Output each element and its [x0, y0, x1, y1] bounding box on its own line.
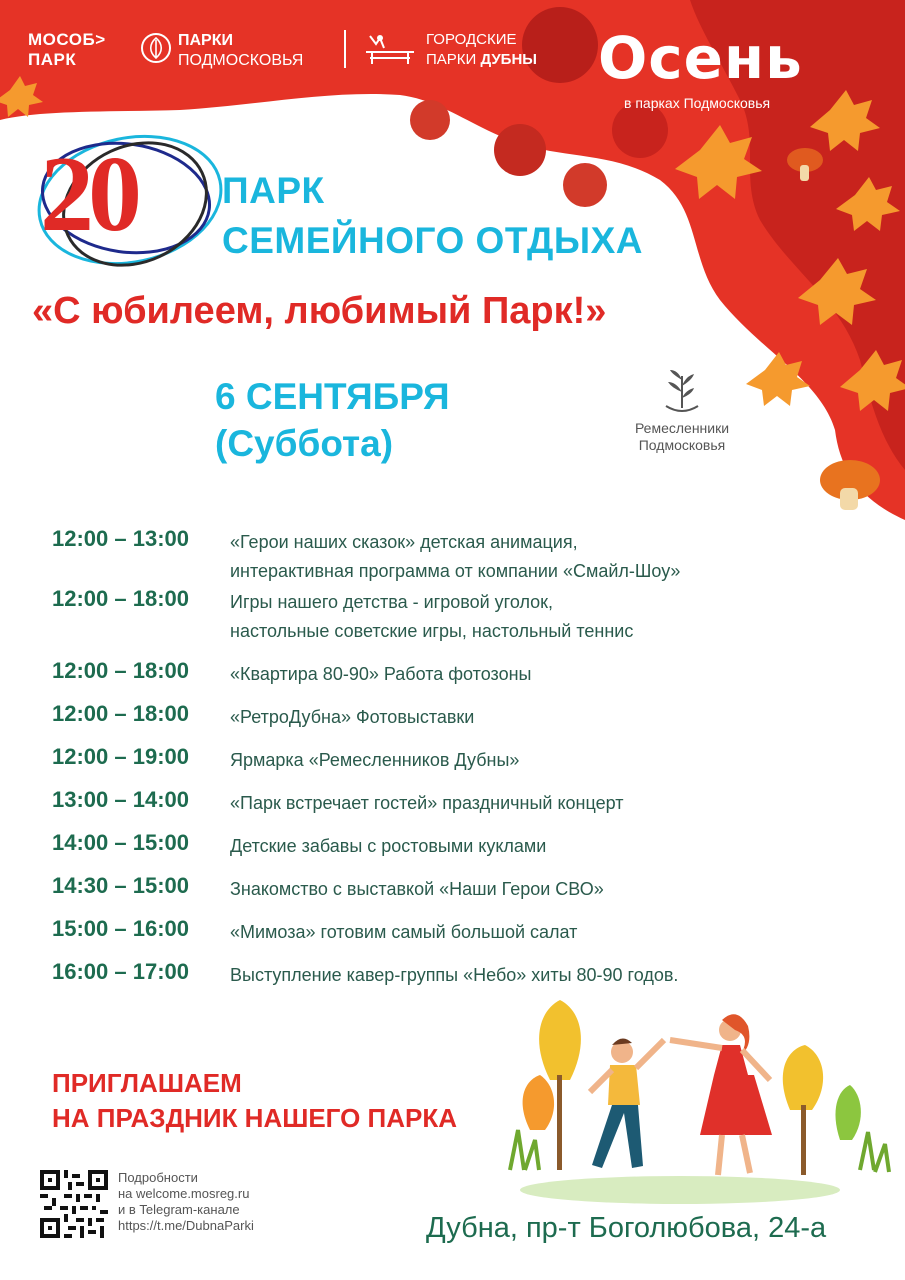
schedule-time: 13:00 – 14:00	[52, 787, 189, 812]
details-info: Подробности на welcome.mosreg.ru и в Telegram-канале https://t.me/DubnaParki	[118, 1170, 254, 1233]
schedule-time: 12:00 – 18:00	[52, 586, 189, 611]
invitation-text: ПРИГЛАШАЕМ НА ПРАЗДНИК НАШЕГО ПАРКА	[52, 1068, 457, 1133]
schedule-time: 15:00 – 16:00	[52, 916, 189, 941]
schedule-time: 12:00 – 18:00	[52, 701, 189, 726]
schedule-time: 12:00 – 13:00	[52, 526, 189, 551]
schedule-description: «Квартира 80-90» Работа фотозоны	[230, 664, 532, 684]
schedule-description: Детские забавы с ростовыми куклами	[230, 836, 547, 856]
schedule-time: 12:00 – 18:00	[52, 658, 189, 683]
event-weekday: (Суббота)	[215, 423, 394, 464]
osen-logo-title: Осень	[598, 24, 803, 92]
schedule-description: «Парк встречает гостей» праздничный концерт	[230, 793, 624, 813]
telegram-link[interactable]: https://t.me/DubnaParki	[118, 1218, 254, 1233]
remeslenniki-logo: Ремесленники Подмосковья	[612, 368, 752, 454]
leaf-circle-icon	[140, 32, 172, 64]
qr-code[interactable]	[40, 1170, 108, 1238]
schedule-time: 14:30 – 15:00	[52, 873, 189, 898]
schedule-description: «Мимоза» готовим самый большой салат	[230, 922, 578, 942]
park-bench-icon	[362, 32, 418, 66]
schedule-description: Знакомство с выставкой «Наши Герои СВО»	[230, 879, 604, 899]
website-link[interactable]: на welcome.mosreg.ru	[118, 1186, 250, 1201]
title-line2: СЕМЕЙНОГО ОТДЫХА	[222, 220, 643, 261]
mosobpark-logo: МОСОБ> ПАРК	[28, 30, 106, 69]
title-line1: ПАРК	[222, 170, 325, 211]
sprout-hand-icon	[662, 368, 702, 414]
schedule-description: Игры нашего детства - игровой уголок, настольные советские игры, настольный теннис	[230, 592, 634, 641]
schedule-time: 12:00 – 19:00	[52, 744, 189, 769]
event-motto: «С юбилеем, любимый Парк!»	[32, 290, 607, 332]
schedule-description: Ярмарка «Ремесленников Дубны»	[230, 750, 520, 770]
schedule-description: «Герои наших сказок» детская анимация, интерактивная программа от компании «Смайл-Шоу»	[230, 532, 681, 581]
schedule-description: «РетроДубна» Фотовыставки	[230, 707, 475, 727]
arrow-icon: >	[95, 30, 106, 49]
event-date: 6 СЕНТЯБРЯ	[215, 376, 450, 417]
event-address: Дубна, пр-т Боголюбова, 24-а	[426, 1212, 827, 1244]
schedule-description: Выступление кавер-группы «Небо» хиты 80-90 годов.	[230, 965, 679, 985]
anniversary-number: 20	[40, 135, 136, 254]
header-divider	[344, 30, 346, 68]
osen-logo-subtitle: в парках Подмосковья	[624, 95, 771, 111]
schedule-time: 14:00 – 15:00	[52, 830, 189, 855]
schedule-time: 16:00 – 17:00	[52, 959, 189, 984]
gorodskie-parki-dubny-logo: ГОРОДСКИЕ ПАРКИ ДУБНЫ	[426, 31, 537, 68]
parki-podmoskovya-logo: ПАРКИ ПОДМОСКОВЬЯ	[178, 32, 304, 69]
